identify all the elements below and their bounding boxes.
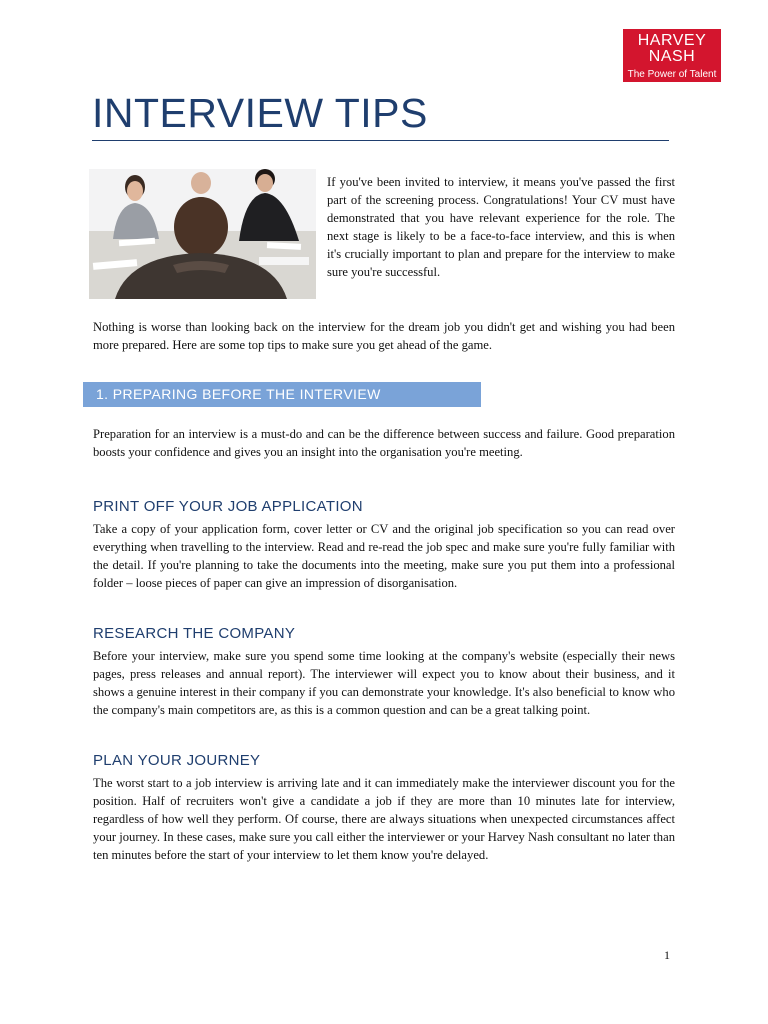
logo-line-2: NASH — [648, 48, 696, 65]
heading-plan-journey: PLAN YOUR JOURNEY — [93, 752, 261, 769]
plan-journey-paragraph: The worst start to a job interview is arriving late and it can immediately make the interviewer discount you for the position. Half of recruiters won't give a candidate a job if they are more than 10 minutes late for interview, regardless of how well they perform. Of course, there are always situations when unexpected circumstances affect your journey. In these cases, make sure you call either the interviewer or your Harvey Nash consultant no later than ten minutes before the start of your interview to let them know you're delayed. — [93, 776, 675, 862]
page-number: 1 — [664, 948, 670, 962]
page-title: INTERVIEW TIPS — [92, 90, 428, 136]
intro-paragraph-2: Nothing is worse than looking back on the interview for the dream job you didn't get and wishing you had been more prepared. Here are some top tips to make sure you get ahead of the game. — [93, 320, 675, 352]
title-underline — [92, 140, 669, 141]
research-company-paragraph: Before your interview, make sure you spend some time looking at the company's website (especially their news pages, press releases and annual report). The interviewer will expect you to know about their business, and it shows a genuine interest in their company if you can demonstrate your knowledge. It's also beneficial to know who the company's main competitors are, as this is a common question and can be a great talking point. — [93, 649, 675, 717]
print-application-paragraph: Take a copy of your application form, cover letter or CV and the original job specification so you can read over everything when travelling to the interview. Read and re-read the job spec and make sure you're fully familiar with the detail. If you're planning to take the documents into the meeting, make sure you put them into a professional folder – loose pieces of paper can give an impression of disorganisation. — [93, 522, 675, 590]
logo-tagline: The Power of Talent — [627, 69, 717, 80]
section-heading-preparing: 1. PREPARING BEFORE THE INTERVIEW — [83, 382, 481, 407]
interview-panel-photo — [89, 169, 316, 299]
heading-research-company: RESEARCH THE COMPANY — [93, 625, 296, 642]
harvey-nash-logo — [623, 29, 721, 82]
preparing-paragraph: Preparation for an interview is a must-do and can be the difference between success and failure. Good preparation boosts your confidence and gives you an insight into the organisation you're meeting. — [93, 427, 675, 459]
intro-paragraph: If you've been invited to interview, it means you've passed the first part of the screening process. Congratulations! Your CV must have demonstrated that you have relevant experience for the role. The next stage is likely to be a face-to-face interview, and this is when it's crucially important to plan and prepare for the interview to make sure you're successful. — [327, 175, 675, 279]
logo-line-1: HARVEY — [637, 32, 707, 49]
heading-print-application: PRINT OFF YOUR JOB APPLICATION — [93, 498, 363, 515]
